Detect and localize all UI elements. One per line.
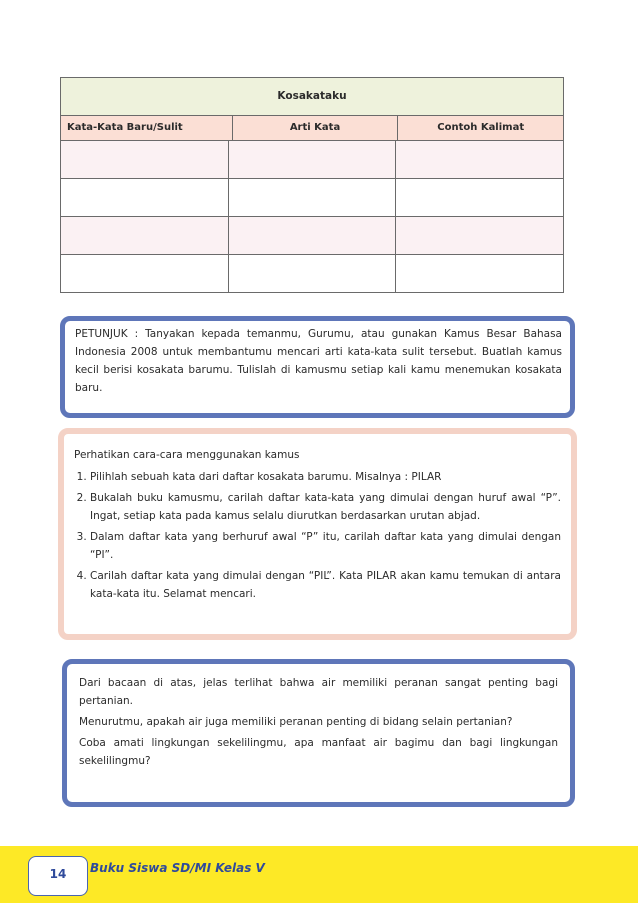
table-cell[interactable] [229,141,397,178]
table-cell[interactable] [61,141,229,178]
page-number: 14 [49,867,67,881]
table-cell[interactable] [396,179,563,216]
vocab-table [60,77,564,293]
column-header-new-words: Kata-Kata Baru/Sulit [61,116,233,140]
reflection-paragraph: Menurutmu, apakah air juga memiliki peranan penting di bidang selain pertanian? [79,716,513,728]
column-header-example: Contoh Kalimat [437,122,525,133]
table-cell[interactable] [396,255,563,292]
page-footer [0,846,638,903]
list-item: 4. Carilah daftar kata yang dimulai dengan “PIL”. Kata PILAR akan kamu temukan di antara kata-kata itu. Selamat mencari. [90,567,561,603]
page-number-tab [28,856,88,896]
table-cell[interactable] [229,179,397,216]
list-item: 2. Bukalah buku kamusmu, carilah daftar kata-kata yang dimulai dengan huruf awal “P”. Ingat, setiap kata pada kamus selalu diurutkan berdasarkan urutan abjad. [90,489,561,525]
reflection-box [62,659,575,807]
table-cell[interactable] [229,217,397,254]
dictionary-steps-box [58,428,577,640]
vocab-table-header [61,116,563,141]
table-cell[interactable] [61,179,229,216]
table-row [61,141,563,179]
dictionary-intro: Perhatikan cara-cara menggunakan kamus [74,449,300,461]
instructions-box [60,316,575,418]
column-header-meaning: Arti Kata [233,116,399,140]
dictionary-steps-list [64,468,571,603]
table-row [61,255,563,292]
vocab-table-title: Kosakataku [61,78,563,116]
list-item: 1. Pilihlah sebuah kata dari daftar kosakata barumu. Misalnya : PILAR [90,468,561,486]
table-cell[interactable] [396,217,563,254]
instructions-text: PETUNJUK : Tanyakan kepada temanmu, Gurumu, atau gunakan Kamus Besar Bahasa Indonesia 2008 untuk membantumu mencari arti kata-kata sulit tersebut. Buatlah kamus kecil berisi kosakata barumu. Tulislah di kamusmu setiap kali kamu menemukan kosakata baru. [75,328,562,394]
table-cell[interactable] [61,255,229,292]
reflection-paragraph: Coba amati lingkungan sekelilingmu, apa manfaat air bagimu dan bagi lingkungan sekelilingmu? [79,737,558,767]
book-title: Buku Siswa SD/MI Kelas V [90,861,265,875]
list-item: 3. Dalam daftar kata yang berhuruf awal “P” itu, carilah daftar kata yang dimulai dengan “PI”. [90,528,561,564]
table-row [61,217,563,255]
table-cell[interactable] [61,217,229,254]
table-row [61,179,563,217]
table-cell[interactable] [229,255,397,292]
reflection-paragraph: Dari bacaan di atas, jelas terlihat bahwa air memiliki peranan sangat penting bagi pertanian. [79,677,558,707]
table-cell[interactable] [396,141,563,178]
